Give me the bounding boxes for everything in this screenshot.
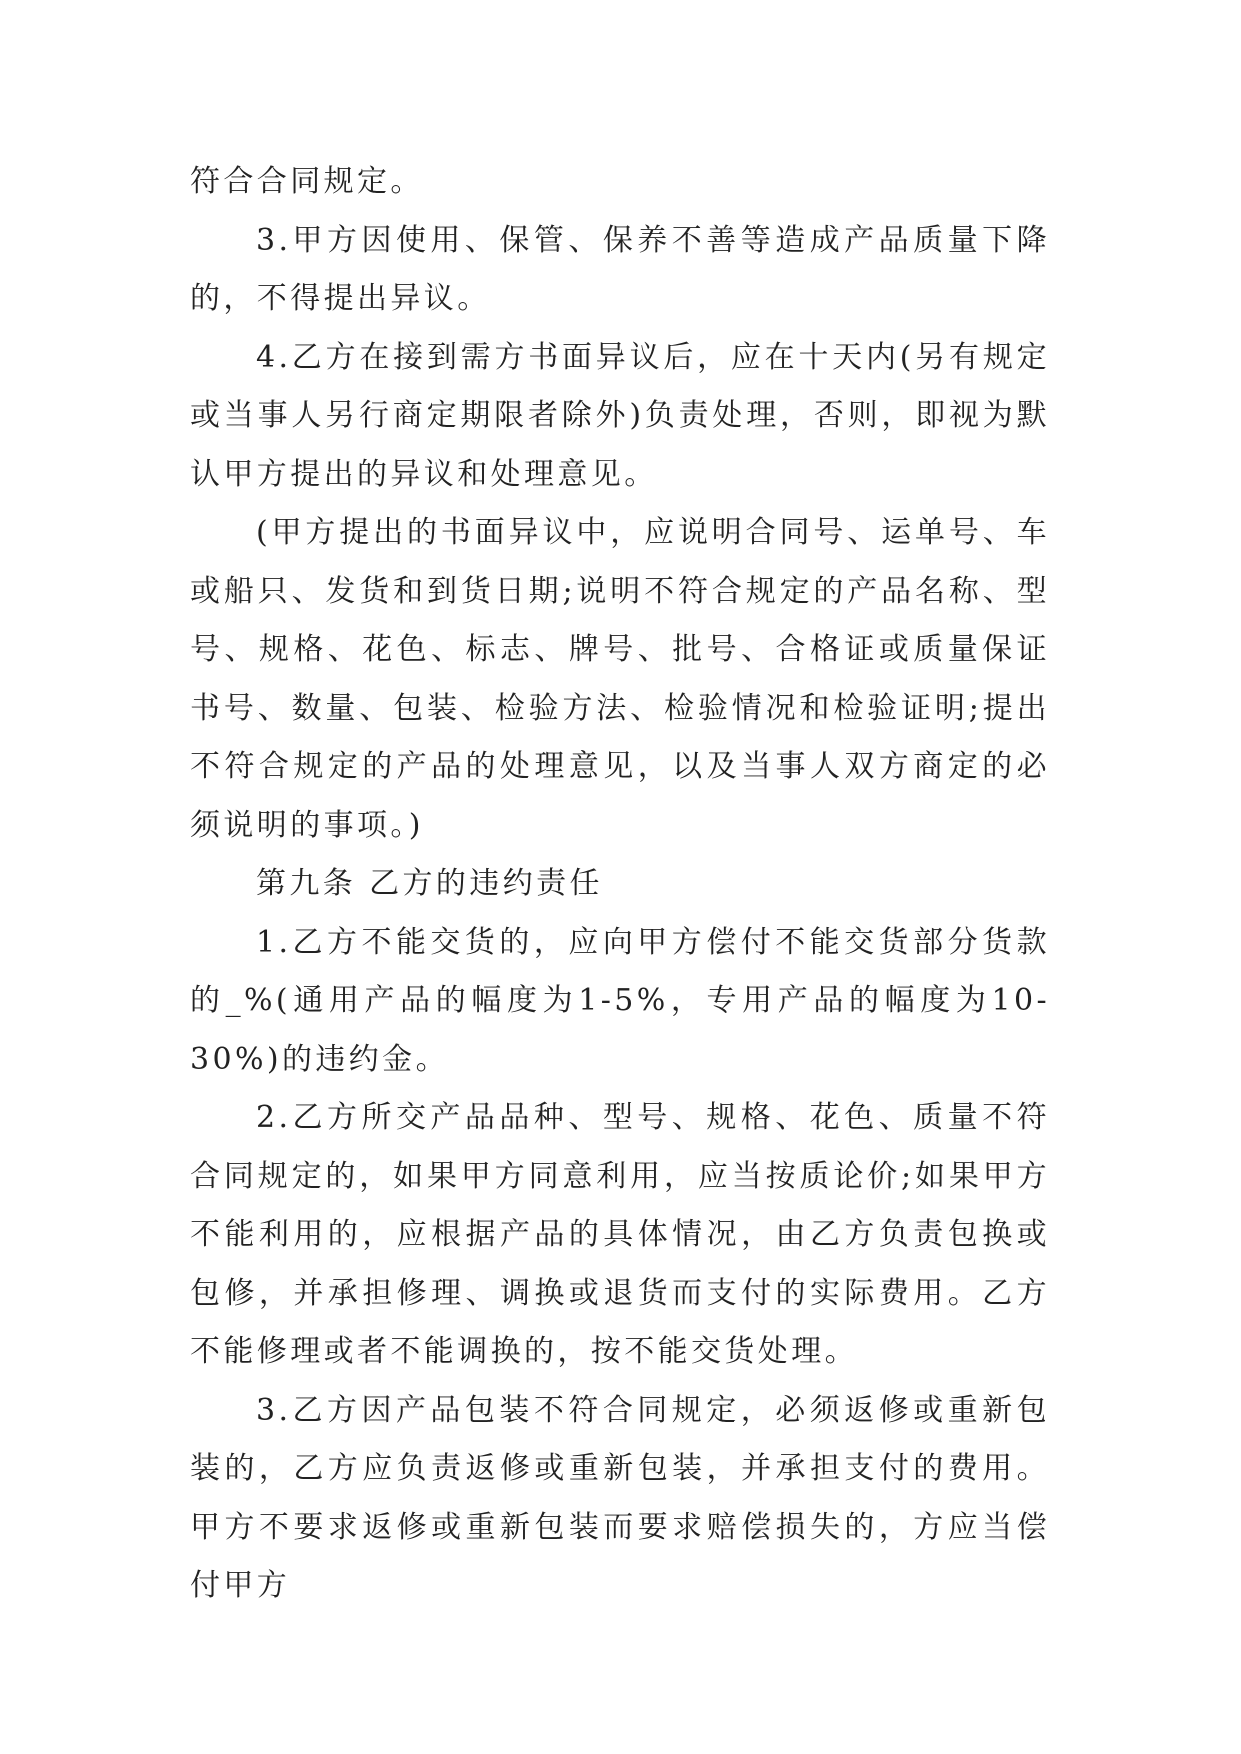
paragraph-item-3-objection-limit: 3.甲方因使用、保管、保养不善等造成产品质量下降的，不得提出异议。	[190, 222, 1050, 316]
section-heading-article-9: 第九条 乙方的违约责任	[256, 866, 603, 901]
paragraph-item-2-nonconforming-goods: 2.乙方所交产品品种、型号、规格、花色、质量不符合同规定的，如果甲方同意利用，应当按质论价;如果甲方不能利用的，应根据产品的具体情况，由乙方负责包换或包修，并承担修理、调换或退货而支付的实际费用。乙方不能修理或者不能调换的，按不能交货处理。	[190, 1100, 1050, 1369]
paragraph-item-4-response-deadline: 4.乙方在接到需方书面异议后，应在十天内(另有规定或当事人另行商定期限者除外)负责处理，否则，即视为默认甲方提出的异议和处理意见。	[190, 339, 1050, 492]
paragraph-continuation: 符合合同规定。	[190, 164, 424, 199]
document-body	[190, 153, 1050, 1616]
paragraph-objection-requirements: (甲方提出的书面异议中，应说明合同号、运单号、车或船只、发货和到货日期;说明不符合规定的产品名称、型号、规格、花色、标志、牌号、批号、合格证或质量保证书号、数量、包装、检验方法、检验情况和检验证明;提出不符合规定的产品的处理意见，以及当事人双方商定的必须说明的事项。)	[190, 515, 1050, 843]
paragraph-item-1-non-delivery: 1.乙方不能交货的，应向甲方偿付不能交货部分货款的_%(通用产品的幅度为1-5%，专用产品的幅度为10-30%)的违约金。	[190, 924, 1050, 1077]
paragraph-item-3-packaging: 3.乙方因产品包装不符合同规定，必须返修或重新包装的，乙方应负责返修或重新包装，并承担支付的费用。甲方不要求返修或重新包装而要求赔偿损失的，方应当偿付甲方	[190, 1392, 1050, 1603]
